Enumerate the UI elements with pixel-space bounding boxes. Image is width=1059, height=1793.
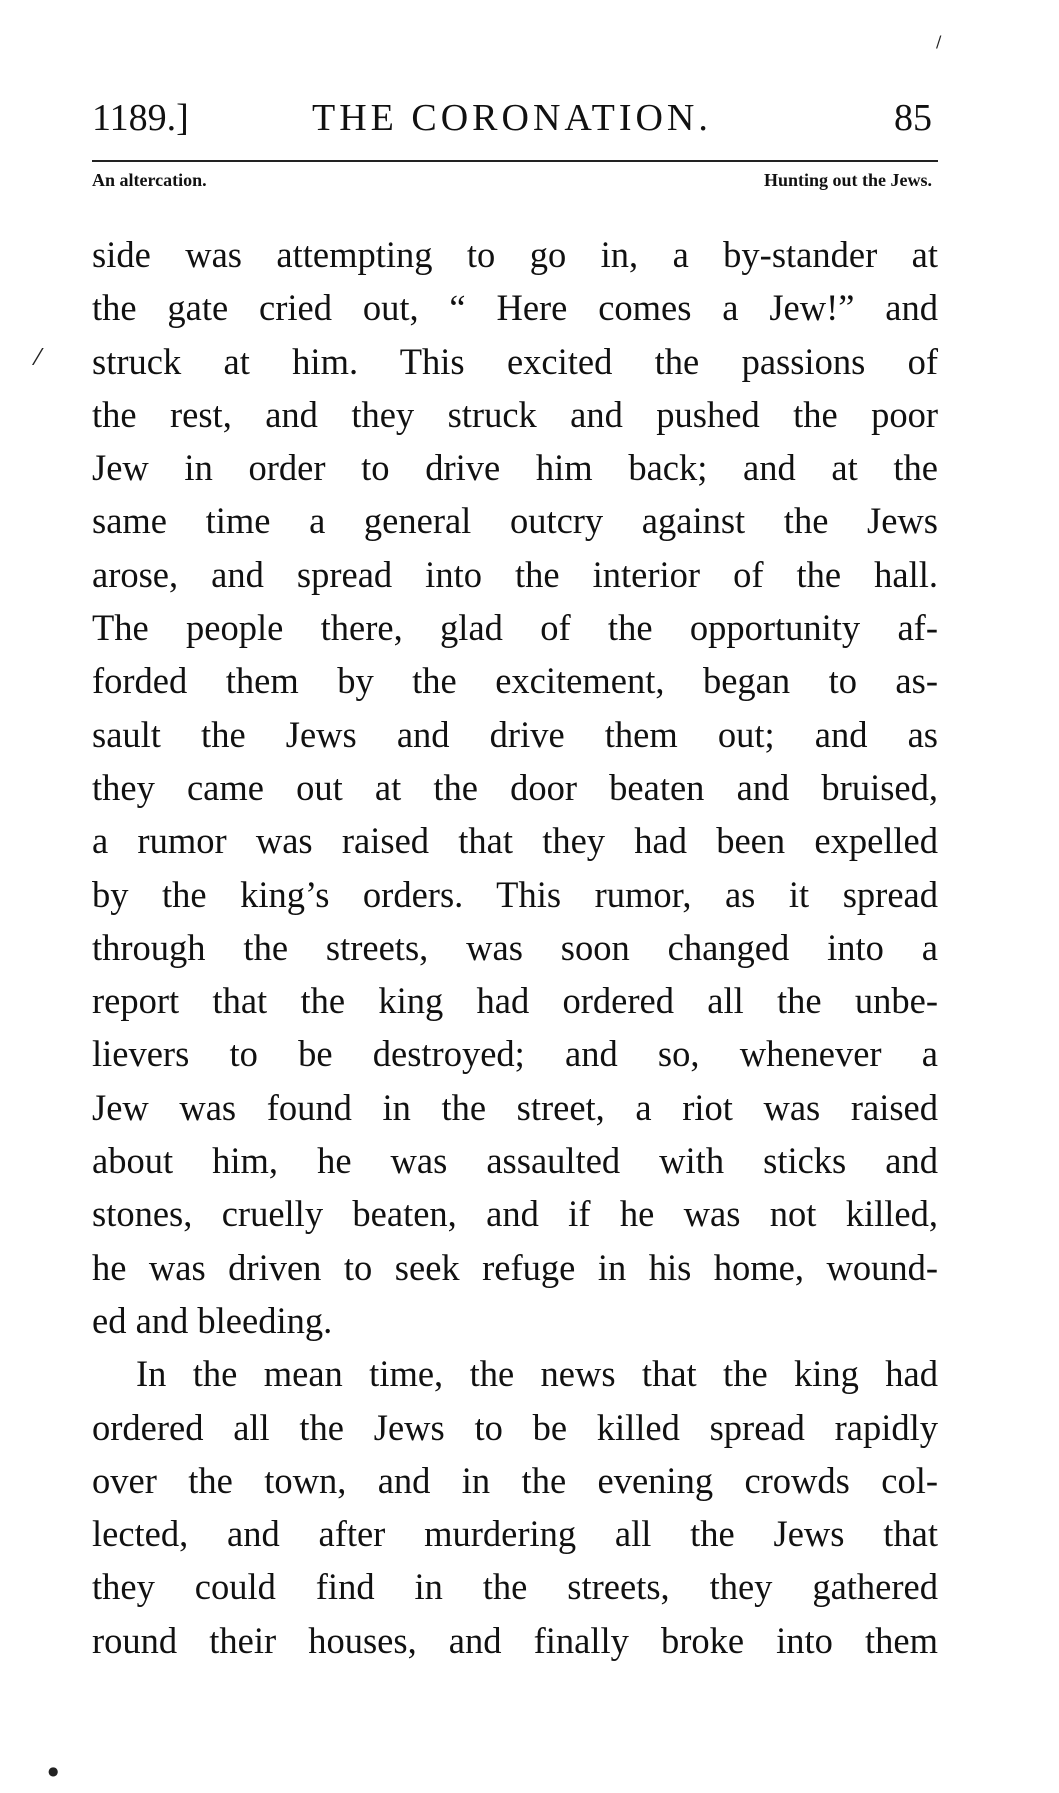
- margin-dot: ●: [48, 1764, 59, 1778]
- text-line: lievers to be destroyed; and so, whenever a: [92, 1033, 938, 1075]
- running-head: [92, 88, 938, 144]
- book-page: [92, 88, 938, 1768]
- text-line: the rest, and they struck and pushed the poor: [92, 393, 938, 435]
- text-line: ordered all the Jews to be killed spread rapidly: [92, 1406, 938, 1448]
- margin-mark: /: [936, 32, 942, 51]
- text-line: ed and bleeding.: [92, 1299, 333, 1341]
- page-number: 85: [894, 97, 932, 139]
- sidenote-left: An altercation.: [92, 170, 207, 190]
- text-line: Jew was found in the street, a riot was raised: [92, 1086, 938, 1128]
- text-line: about him, he was assaulted with sticks and: [92, 1140, 938, 1182]
- sidenote-right: Hunting out the Jews.: [763, 170, 932, 190]
- body-text: [92, 228, 938, 1667]
- text-line: same time a general outcry against the Jews: [92, 500, 938, 542]
- sidenotes: [92, 170, 938, 200]
- text-line: the gate cried out, “ Here comes a Jew!” and: [92, 287, 938, 329]
- text-line: struck at him. This excited the passions of: [92, 340, 938, 382]
- text-line: they came out at the door beaten and bruised,: [92, 766, 938, 808]
- text-line: sault the Jews and drive them out; and as: [92, 713, 938, 755]
- text-line: lected, and after murdering all the Jews that: [92, 1513, 938, 1555]
- text-line: they could find in the streets, they gathered: [92, 1566, 938, 1608]
- text-line: over the town, and in the evening crowds col-: [92, 1459, 938, 1501]
- text-line: by the king’s orders. This rumor, as it spread: [92, 873, 938, 915]
- text-line: report that the king had ordered all the unbe-: [92, 980, 938, 1022]
- header-title: THE CORONATION.: [312, 97, 712, 139]
- margin-mark: ⁄: [36, 346, 40, 371]
- header-year: 1189.]: [92, 97, 189, 139]
- text-line: arose, and spread into the interior of the hall.: [92, 553, 938, 595]
- text-line: he was driven to seek refuge in his home, wound-: [92, 1246, 938, 1288]
- text-line: round their houses, and finally broke into them: [92, 1619, 938, 1661]
- text-line: a rumor was raised that they had been expelled: [92, 820, 938, 862]
- text-line: Jew in order to drive him back; and at the: [92, 447, 938, 489]
- text-line: The people there, glad of the opportunity af-: [92, 607, 938, 649]
- text-line: through the streets, was soon changed into a: [92, 926, 938, 968]
- text-line: stones, cruelly beaten, and if he was not killed,: [92, 1193, 938, 1235]
- text-line: forded them by the excitement, began to as-: [92, 660, 938, 702]
- paragraph-1: [92, 228, 938, 1347]
- header-rule: [92, 160, 938, 162]
- paragraph-2: [92, 1347, 938, 1667]
- text-line: In the mean time, the news that the king had: [136, 1353, 938, 1395]
- text-line: side was attempting to go in, a by-stander at: [92, 234, 938, 275]
